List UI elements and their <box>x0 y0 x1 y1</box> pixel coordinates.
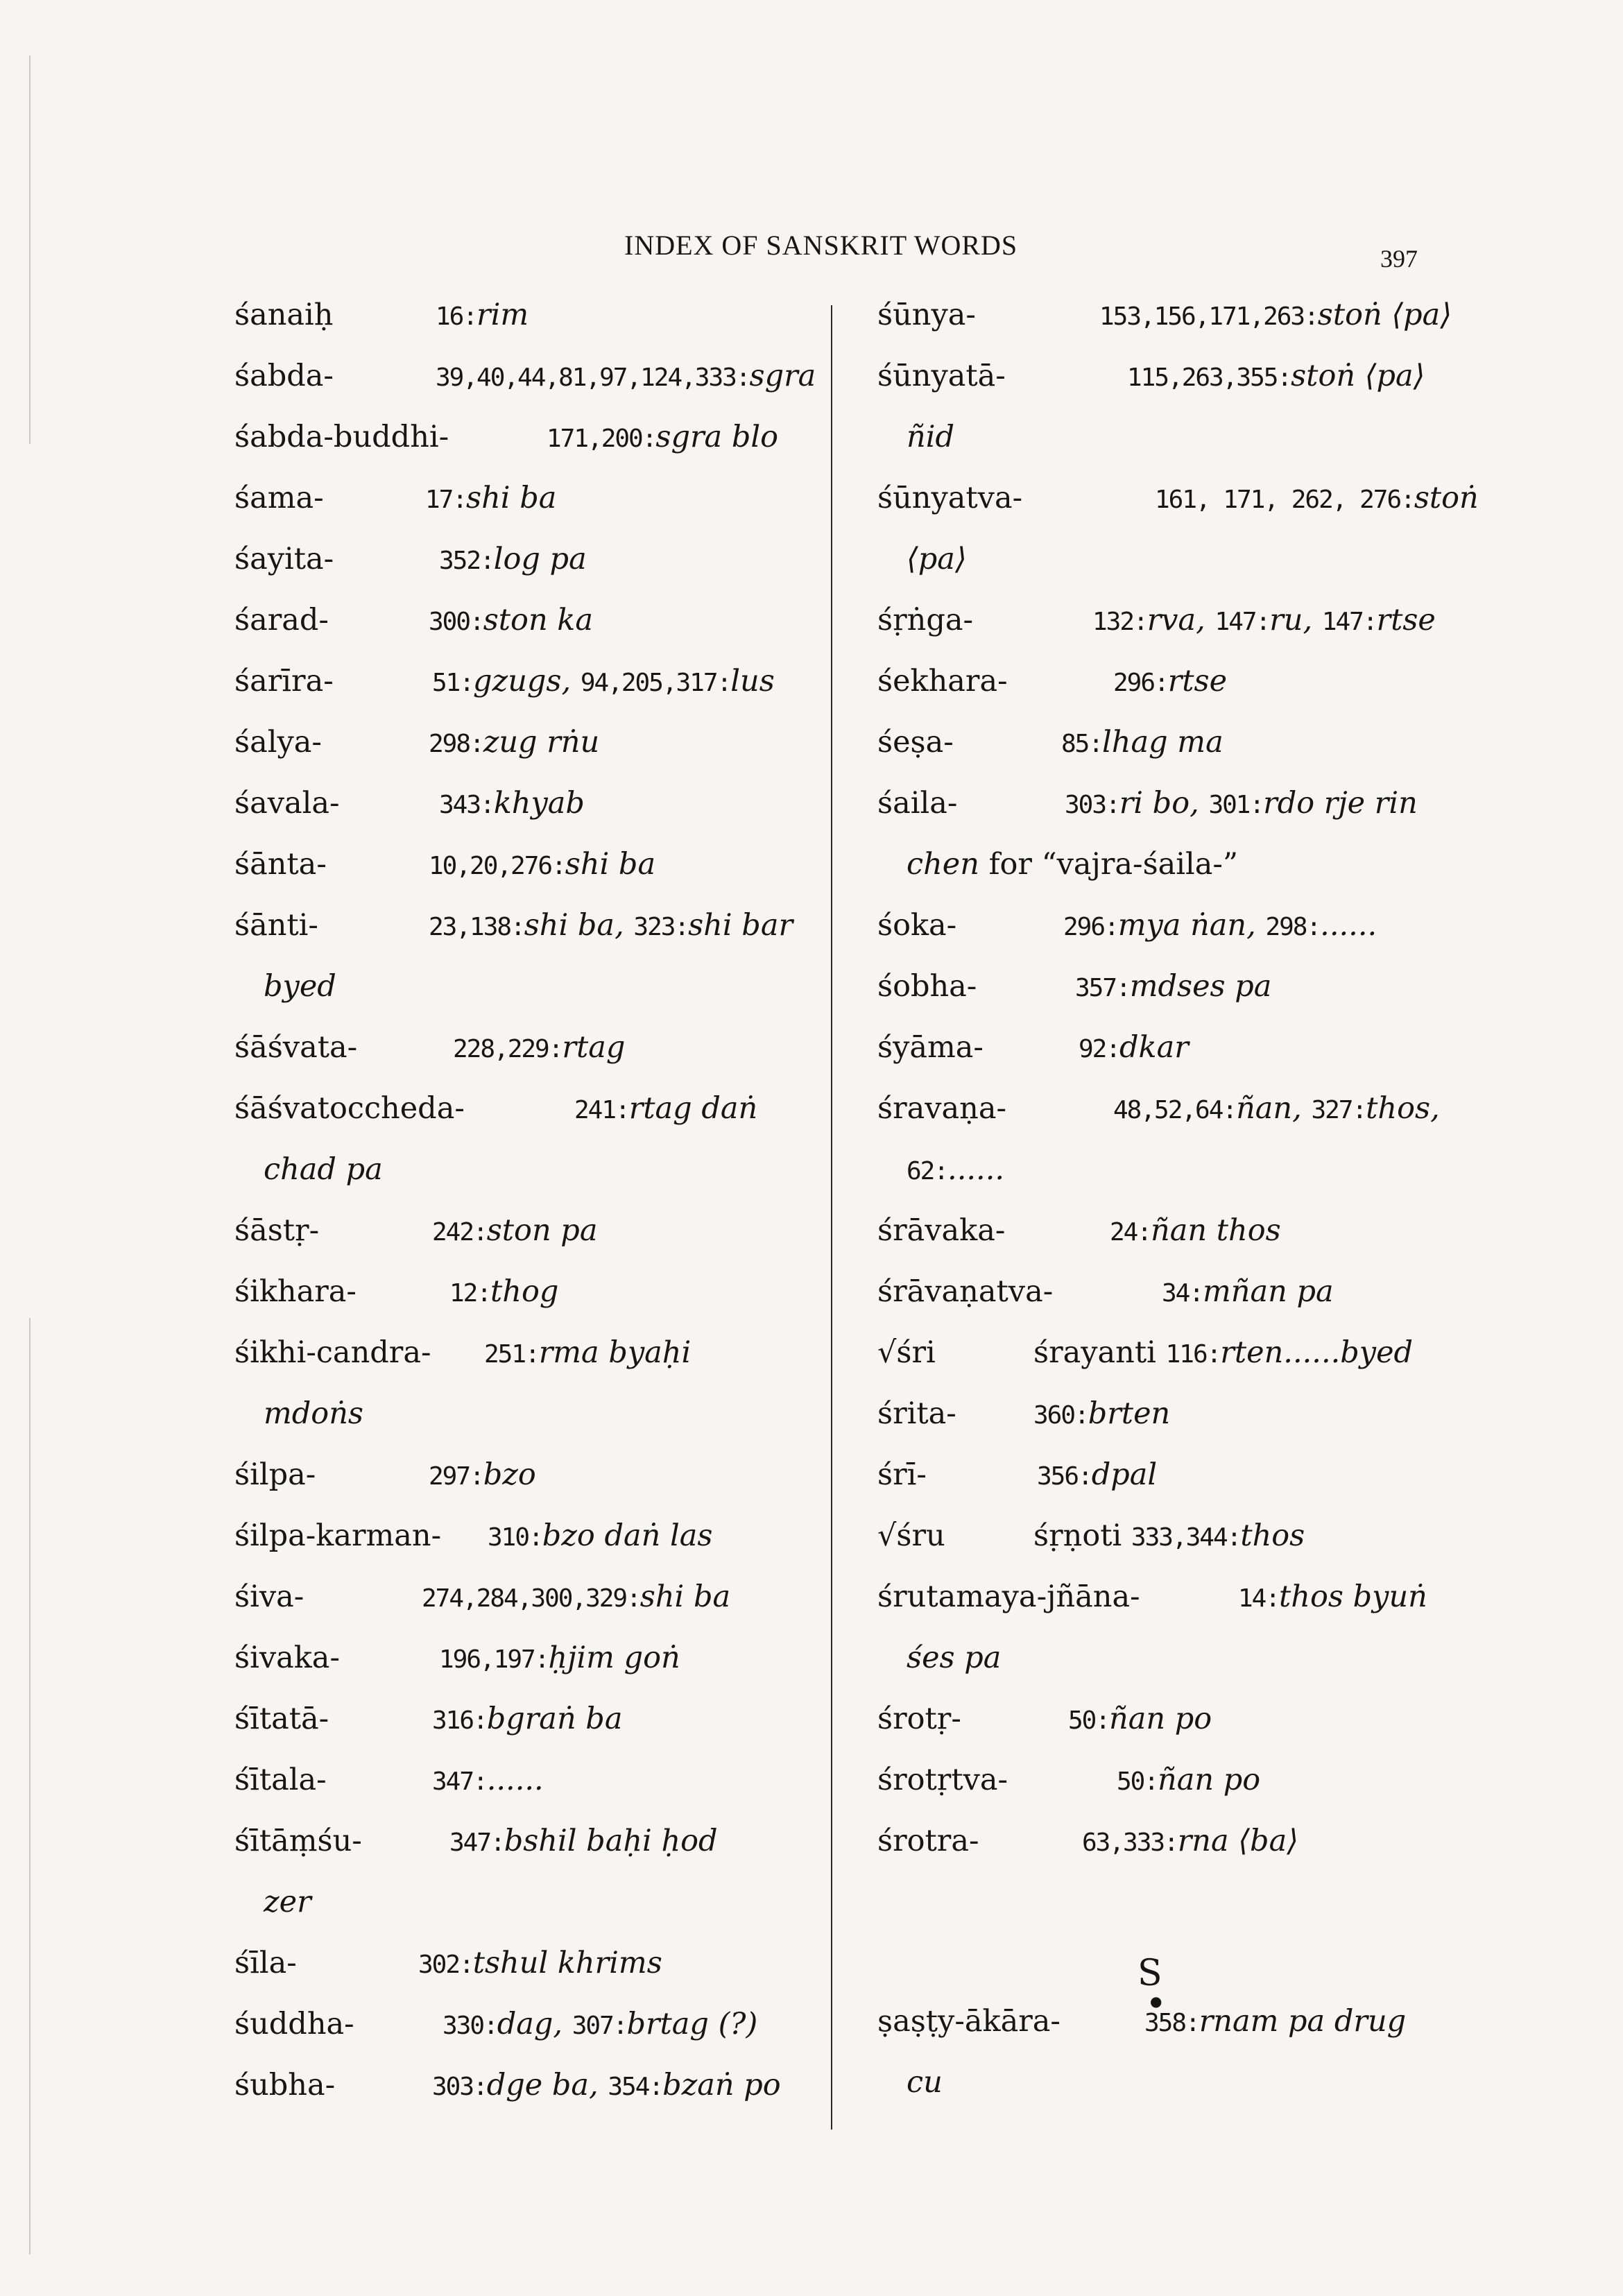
tibetan-equivalent: rim <box>476 298 529 332</box>
sanskrit-word: śāstṛ- <box>234 1213 320 1248</box>
sanskrit-word: śrāvaṇatva- <box>877 1274 1054 1309</box>
page-ref: 50: <box>1068 1706 1110 1735</box>
index-entry <box>234 284 803 345</box>
sanskrit-word: śivaka- <box>234 1640 340 1675</box>
page-ref: 316: <box>432 1706 487 1735</box>
tibetan-equivalent: zug rṅu <box>483 725 600 760</box>
tibetan-equivalent: rnam pa drug <box>1199 2004 1407 2039</box>
sanskrit-word: śayita- <box>234 542 334 576</box>
index-entry <box>234 712 803 773</box>
sanskrit-word: śeṣa- <box>877 725 954 760</box>
page-ref: 251: <box>484 1340 539 1369</box>
index-entry <box>877 895 1446 956</box>
tibetan-equivalent: dag, <box>497 2007 563 2041</box>
index-entry <box>877 1444 1446 1505</box>
continuation-text: śes pa <box>907 1640 1002 1675</box>
page-ref: 300: <box>429 608 483 636</box>
verb-form: śṛṇoti <box>1033 1518 1122 1553</box>
sanskrit-word: śiva- <box>234 1579 304 1614</box>
index-entry <box>234 834 803 895</box>
page-ref: 241: <box>574 1096 629 1124</box>
index-entry <box>877 590 1446 651</box>
tibetan-equivalent: lhag ma <box>1102 725 1223 760</box>
tibetan-equivalent: ston ka <box>483 603 593 637</box>
page-title: INDEX OF SANSKRIT WORDS <box>624 230 1018 261</box>
index-entry <box>234 468 803 529</box>
index-entry <box>877 1200 1446 1261</box>
sanskrit-word: śāśvatoccheda- <box>234 1091 465 1126</box>
tibetan-equivalent: shi ba <box>466 481 557 515</box>
tibetan-equivalent: shi ba, <box>524 908 624 943</box>
index-entry <box>234 651 803 712</box>
page-ref: 10,20,276: <box>429 852 565 880</box>
page-ref: 296: <box>1113 669 1168 697</box>
tibetan-equivalent: mñan pa <box>1203 1274 1334 1309</box>
page-ref: 296: <box>1063 913 1118 941</box>
page-ref: 51: <box>432 669 474 697</box>
tibetan-equivalent: shi bar <box>688 908 793 943</box>
page-ref: 354: <box>608 2073 663 2101</box>
index-entry <box>877 712 1446 773</box>
page-ref: 153,156,171,263: <box>1099 302 1318 331</box>
continuation-text: chen <box>907 847 979 882</box>
page-ref: 297: <box>429 1462 483 1491</box>
continuation-text: ñid <box>907 420 954 454</box>
sanskrit-word: śavala- <box>234 786 340 821</box>
tibetan-equivalent: bgraṅ ba <box>486 1702 623 1736</box>
page-ref: 171,200: <box>547 425 656 453</box>
index-entry <box>877 1991 1446 2113</box>
index-entry <box>234 1566 803 1627</box>
tibetan-equivalent: thos <box>1240 1518 1305 1553</box>
sanskrit-word: śarīra- <box>234 664 334 699</box>
sanskrit-word: √śru <box>877 1518 945 1553</box>
page-ref: 298: <box>1265 913 1321 941</box>
sanskrit-word: śravaṇa- <box>877 1091 1007 1126</box>
sanskrit-word: śilpa- <box>234 1457 316 1492</box>
sanskrit-word: śilpa-karman- <box>234 1518 442 1553</box>
index-entry <box>234 345 816 406</box>
continuation-text: ⟨pa⟩ <box>907 542 967 576</box>
tibetan-equivalent: rtse <box>1167 664 1228 699</box>
tibetan-equivalent: ḥjim goṅ <box>548 1640 680 1675</box>
sanskrit-word: śarad- <box>234 603 329 637</box>
index-entry <box>877 1566 1446 1688</box>
tibetan-equivalent: rten......byed <box>1220 1335 1414 1370</box>
sanskrit-word: śīla- <box>234 1946 297 1980</box>
page-ref: 242: <box>432 1218 487 1246</box>
sanskrit-word: śrutamaya-jñāna- <box>877 1579 1140 1614</box>
tibetan-equivalent: ri bo, <box>1119 786 1199 821</box>
tibetan-equivalent: mdses pa <box>1129 969 1272 1004</box>
index-entry <box>877 1383 1446 1444</box>
sanskrit-word: śabda- <box>234 359 334 393</box>
tibetan-equivalent: ...... <box>486 1763 544 1797</box>
sanskrit-word: śānti- <box>234 908 318 943</box>
tibetan-equivalent: stoṅ <box>1414 481 1479 515</box>
page-ref: 161, 171, 262, 276: <box>1155 486 1414 514</box>
tibetan-equivalent: ru, <box>1269 603 1313 637</box>
tibetan-equivalent: ñan, <box>1236 1091 1302 1126</box>
index-entry <box>234 1505 803 1566</box>
tibetan-equivalent: bzo <box>483 1457 536 1492</box>
index-entry <box>877 345 1446 468</box>
tibetan-equivalent: log pa <box>493 542 587 576</box>
left-column <box>234 284 816 2116</box>
sanskrit-word: śūnyatva- <box>877 481 1023 515</box>
tibetan-equivalent: dkar <box>1119 1030 1189 1065</box>
index-entry <box>877 1261 1446 1322</box>
sanskrit-word: śītāṃśu- <box>234 1824 362 1858</box>
index-entry <box>234 529 803 590</box>
tibetan-equivalent: rdo rje rin <box>1263 786 1418 821</box>
page-ref: 115,263,355: <box>1127 363 1291 392</box>
page-ref: 307: <box>572 2012 627 2040</box>
index-entry <box>877 1688 1446 1749</box>
sanskrit-word: śrāvaka- <box>877 1213 1006 1248</box>
page-ref: 358: <box>1144 2009 1199 2037</box>
index-entry <box>877 1505 1446 1566</box>
sanskrit-word: ṣaṣṭy-ākāra- <box>877 2004 1060 2039</box>
continuation-note: for “vajra-śaila-” <box>979 847 1238 882</box>
tibetan-equivalent: stoṅ ⟨pa⟩ <box>1317 298 1452 332</box>
page-ref: 116: <box>1165 1340 1221 1369</box>
index-entry <box>234 1933 803 1994</box>
tibetan-equivalent: rtag daṅ <box>628 1091 758 1126</box>
page-ref: 352: <box>439 547 494 575</box>
page-ref: 330: <box>443 2012 497 2040</box>
index-entry <box>877 1810 1446 1871</box>
index-entry <box>877 1017 1446 1078</box>
continuation-text: mdoṅs <box>264 1396 363 1431</box>
index-entry <box>877 1078 1446 1200</box>
page-ref: 147: <box>1214 608 1270 636</box>
sanskrit-word: śalya- <box>234 725 322 760</box>
page-ref: 24: <box>1110 1218 1151 1246</box>
section-s-entries <box>877 1991 1446 2113</box>
tibetan-equivalent: ñan po <box>1158 1763 1261 1797</box>
page-ref: 23,138: <box>429 913 524 941</box>
tibetan-equivalent: rtse <box>1376 603 1436 637</box>
index-entry <box>234 406 803 468</box>
sanskrit-word: śobha- <box>877 969 977 1004</box>
tibetan-equivalent: lus <box>730 664 775 699</box>
index-entry <box>877 651 1446 712</box>
index-entry <box>877 1749 1446 1810</box>
page-ref: 347: <box>432 1767 487 1796</box>
index-entry <box>234 590 803 651</box>
page-ref: 323: <box>633 913 689 941</box>
column-divider <box>831 305 832 2130</box>
tibetan-equivalent: rtag <box>562 1030 626 1065</box>
sanskrit-word: śrita- <box>877 1396 956 1431</box>
index-entry <box>234 895 803 1017</box>
sanskrit-word: śūnyatā- <box>877 359 1006 393</box>
sanskrit-word: śānta- <box>234 847 327 882</box>
tibetan-equivalent: brtag (?) <box>626 2007 758 2041</box>
underdot-mark: ● <box>1150 1993 1162 2010</box>
scan-edge-mark <box>29 1318 31 2254</box>
tibetan-equivalent: mya ṅan, <box>1117 908 1256 943</box>
sanskrit-word: śītala- <box>234 1763 327 1797</box>
page-ref: 303: <box>432 2073 487 2101</box>
continuation-text: chad pa <box>264 1152 383 1187</box>
page-ref: 147: <box>1321 608 1377 636</box>
tibetan-equivalent: bzo daṅ las <box>542 1518 713 1553</box>
sanskrit-word: śubha- <box>234 2068 336 2102</box>
page-ref: 196,197: <box>439 1645 549 1674</box>
sanskrit-word: śrī- <box>877 1457 927 1492</box>
continuation-text: byed <box>264 969 336 1004</box>
index-entry <box>234 1749 803 1810</box>
index-entry <box>234 1810 803 1933</box>
sanskrit-word: śanaiḥ <box>234 298 334 332</box>
sanskrit-word: śuddha- <box>234 2007 354 2041</box>
page-ref: 16: <box>436 302 477 331</box>
page-ref: 303: <box>1065 791 1119 819</box>
continuation-text: ...... <box>947 1152 1005 1187</box>
tibetan-equivalent: rva, <box>1147 603 1205 637</box>
tibetan-equivalent: rma byaḥi <box>538 1335 692 1370</box>
sanskrit-word: śikhara- <box>234 1274 357 1309</box>
page-ref: 132: <box>1092 608 1147 636</box>
tibetan-equivalent: ñan thos <box>1151 1213 1281 1248</box>
page-ref: 12: <box>449 1279 491 1308</box>
scan-edge-mark <box>29 55 31 444</box>
index-entry <box>877 1322 1446 1383</box>
sanskrit-word: śaila- <box>877 786 958 821</box>
page-ref: 356: <box>1037 1462 1092 1491</box>
sanskrit-word: śrotṛtva- <box>877 1763 1008 1797</box>
page-number: 397 <box>1380 245 1418 273</box>
sanskrit-word: śekhara- <box>877 664 1008 699</box>
sanskrit-word: √śri <box>877 1335 936 1370</box>
index-entry <box>234 1261 803 1322</box>
index-entry <box>234 1200 803 1261</box>
index-entry <box>234 773 803 834</box>
page-ref: 50: <box>1117 1767 1158 1796</box>
index-entry <box>234 1627 803 1688</box>
tibetan-equivalent: thos, <box>1366 1091 1440 1126</box>
page-ref: 274,284,300,329: <box>422 1584 640 1613</box>
tibetan-equivalent: shi ba <box>565 847 656 882</box>
index-entry <box>234 1078 803 1200</box>
tibetan-equivalent: rna ⟨ba⟩ <box>1177 1824 1298 1858</box>
page-ref: 94,205,317: <box>580 669 731 697</box>
page-ref: 48,52,64: <box>1113 1096 1237 1124</box>
tibetan-equivalent: ston pa <box>486 1213 598 1248</box>
tibetan-equivalent: sgra blo <box>655 420 779 454</box>
page-ref: 85: <box>1061 730 1103 758</box>
page-ref: 228,229: <box>453 1035 563 1063</box>
index-entry <box>877 468 1479 590</box>
index-entry <box>877 773 1446 895</box>
page-ref: 14: <box>1238 1584 1280 1613</box>
tibetan-equivalent: stoṅ ⟨pa⟩ <box>1291 359 1425 393</box>
page-ref: 333,344: <box>1131 1523 1241 1552</box>
page-ref: 17: <box>425 486 467 514</box>
index-entry <box>234 1994 803 2055</box>
page-ref: 302: <box>418 1951 473 1979</box>
sanskrit-word: śikhi-candra- <box>234 1335 431 1370</box>
sanskrit-word: śūnya- <box>877 298 976 332</box>
tibetan-equivalent: brten <box>1088 1396 1171 1431</box>
tibetan-equivalent: khyab <box>493 786 585 821</box>
tibetan-equivalent: gzugs, <box>473 664 572 699</box>
tibetan-equivalent: bzaṅ po <box>662 2068 781 2102</box>
page-ref: 298: <box>429 730 483 758</box>
page-ref: 39,40,44,81,97,124,333: <box>436 363 750 392</box>
right-column <box>877 284 1479 1871</box>
page-ref: 62: <box>907 1157 948 1185</box>
tibetan-equivalent: shi ba <box>639 1579 731 1614</box>
tibetan-equivalent: bshil baḥi ḥod <box>504 1824 718 1858</box>
section-letter: S <box>1137 1953 1162 1994</box>
page-ref: 92: <box>1079 1035 1120 1063</box>
tibetan-equivalent: thog <box>490 1274 559 1309</box>
sanskrit-word: śāśvata- <box>234 1030 358 1065</box>
sanskrit-word: śrotṛ- <box>877 1702 961 1736</box>
tibetan-equivalent: ñan po <box>1109 1702 1212 1736</box>
index-entry <box>234 2055 803 2116</box>
index-entry <box>234 1688 803 1749</box>
sanskrit-word: śrotra- <box>877 1824 979 1858</box>
index-entry <box>234 1017 803 1078</box>
sanskrit-word: śoka- <box>877 908 957 943</box>
continuation-text: zer <box>264 1885 311 1919</box>
continuation-text: cu <box>907 2065 943 2100</box>
tibetan-equivalent: dpal <box>1091 1457 1158 1492</box>
tibetan-equivalent: thos byuṅ <box>1279 1579 1427 1614</box>
page-ref: 301: <box>1208 791 1264 819</box>
index-entry <box>234 1322 803 1444</box>
verb-form: śrayanti <box>1033 1335 1156 1370</box>
page-ref: 63,333: <box>1082 1828 1178 1857</box>
sanskrit-word: śama- <box>234 481 324 515</box>
page-ref: 343: <box>439 791 494 819</box>
page-ref: 360: <box>1033 1401 1088 1430</box>
tibetan-equivalent: tshul khrims <box>472 1946 662 1980</box>
tibetan-equivalent: dge ba, <box>486 2068 599 2102</box>
page-ref: 34: <box>1162 1279 1203 1308</box>
sanskrit-word: śyāma- <box>877 1030 984 1065</box>
page-ref: 327: <box>1311 1096 1366 1124</box>
page-ref: 357: <box>1075 974 1130 1002</box>
index-entry <box>877 956 1446 1017</box>
page-ref: 310: <box>488 1523 542 1552</box>
sanskrit-word: śītatā- <box>234 1702 329 1736</box>
sanskrit-word: śabda-buddhi- <box>234 420 449 454</box>
tibetan-equivalent: ...... <box>1320 908 1377 943</box>
index-entry <box>877 284 1452 345</box>
page-ref: 347: <box>449 1828 504 1857</box>
index-entry <box>234 1444 803 1505</box>
sanskrit-word: śṛṅga- <box>877 603 974 637</box>
tibetan-equivalent: sgra <box>749 359 816 393</box>
